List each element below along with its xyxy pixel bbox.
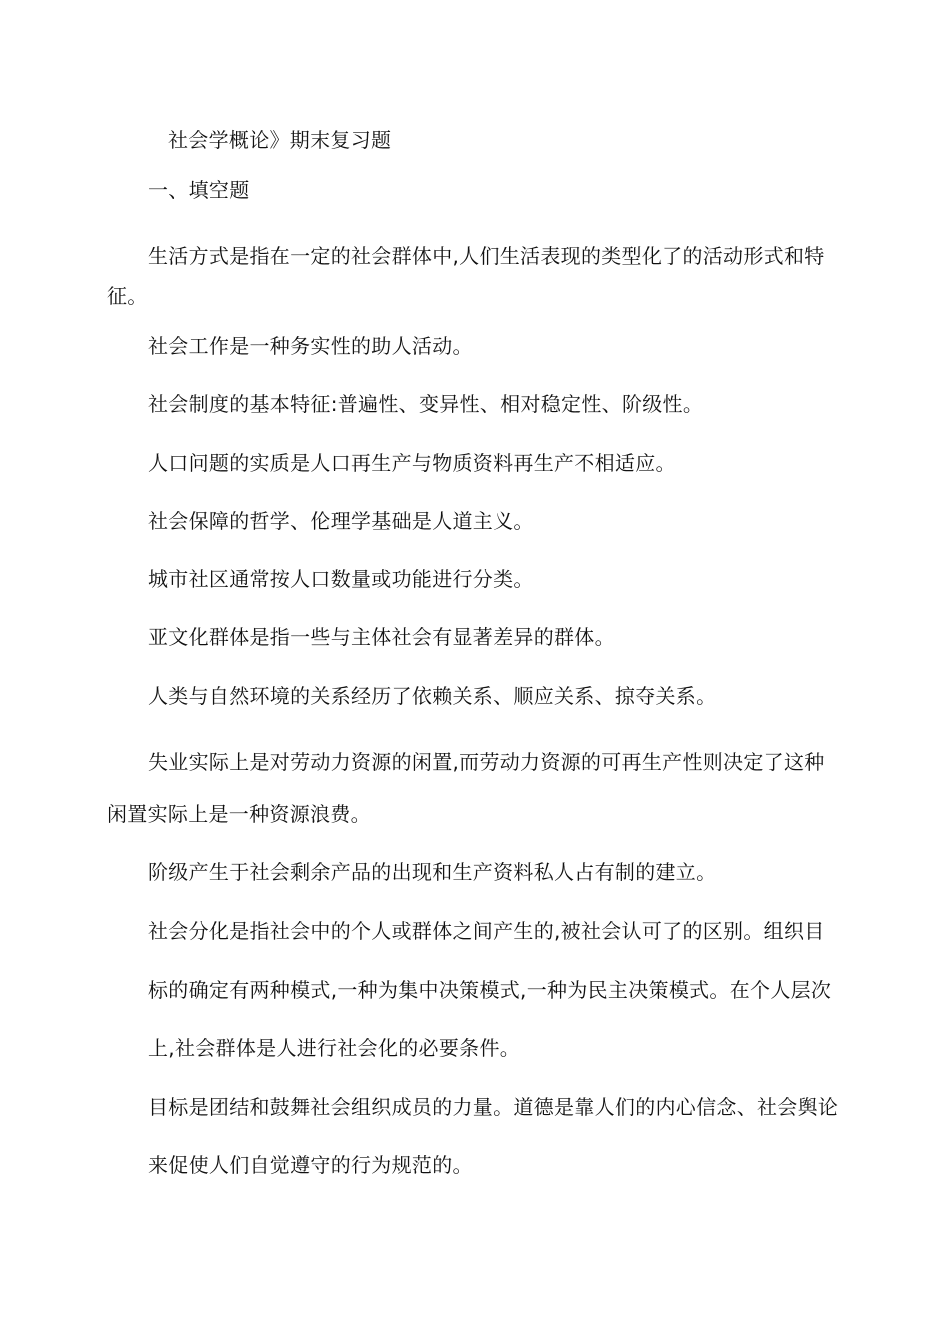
document-title: 社会学概论》期末复习题 <box>168 128 392 152</box>
text-line: 目标是团结和鼓舞社会组织成员的力量。道德是靠人们的内心信念、社会舆论 <box>148 1095 839 1119</box>
text-line: 闲置实际上是一种资源浪费。 <box>107 802 371 826</box>
text-line: 人类与自然环境的关系经历了依赖关系、顺应关系、掠夺关系。 <box>148 684 717 708</box>
text-line: 人口问题的实质是人口再生产与物质资料再生产不相适应。 <box>148 451 676 475</box>
text-line: 上,社会群体是人进行社会化的必要条件。 <box>148 1036 521 1060</box>
text-line: 社会制度的基本特征:普遍性、变异性、相对稳定性、阶级性。 <box>148 392 704 416</box>
text-line: 亚文化群体是指一些与主体社会有显著差异的群体。 <box>148 625 615 649</box>
text-line: 社会保障的哲学、伦理学基础是人道主义。 <box>148 509 534 533</box>
text-line: 征。 <box>107 284 148 308</box>
text-line: 阶级产生于社会剩余产品的出现和生产资料私人占有制的建立。 <box>148 860 717 884</box>
text-line: 社会工作是一种务实性的助人活动。 <box>148 334 473 358</box>
section-heading: 一、填空题 <box>148 178 250 202</box>
text-line: 标的确定有两种模式,一种为集中决策模式,一种为民主决策模式。在个人层次 <box>148 978 832 1002</box>
text-line: 社会分化是指社会中的个人或群体之间产生的,被社会认可了的区别。组织目 <box>148 919 825 943</box>
text-line: 来促使人们自觉遵守的行为规范的。 <box>148 1153 473 1177</box>
text-line: 城市社区通常按人口数量或功能进行分类。 <box>148 567 534 591</box>
text-line: 失业实际上是对劳动力资源的闲置,而劳动力资源的可再生产性则决定了这种 <box>148 750 825 774</box>
text-line: 生活方式是指在一定的社会群体中,人们生活表现的类型化了的活动形式和特 <box>148 244 825 268</box>
